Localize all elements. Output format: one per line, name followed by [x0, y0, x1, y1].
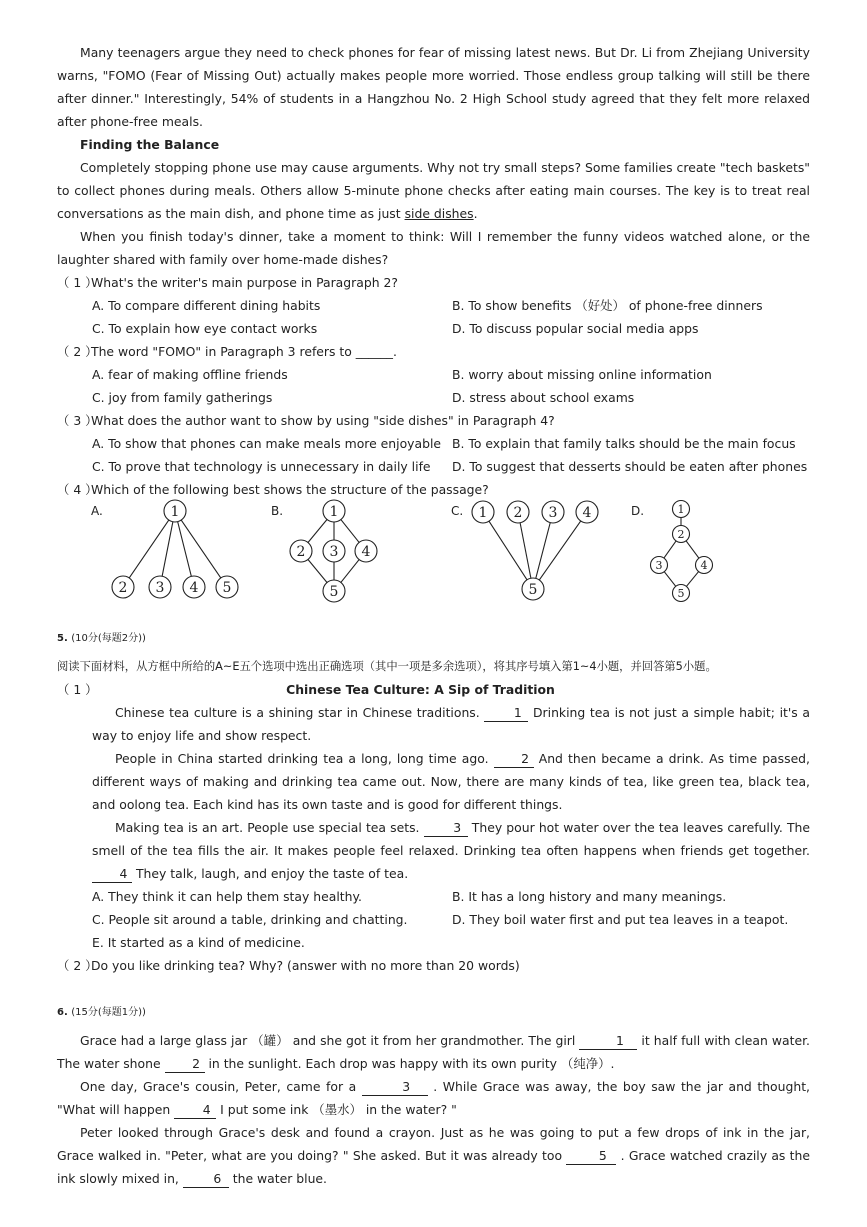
diagram-node-number: 4: [361, 544, 371, 560]
diagram-edge: [539, 521, 580, 580]
diagram-node-number: 3: [329, 544, 339, 560]
section-number: 5.: [57, 633, 68, 644]
text: They talk, laugh, and enjoy the taste of tea.: [132, 866, 409, 881]
answer-blank[interactable]: 2: [165, 1056, 205, 1073]
question-text: What's the writer's main purpose in Paragraph 2?: [91, 275, 398, 290]
question: [57, 271, 810, 294]
diagram-edge: [664, 572, 675, 587]
option[interactable]: D. To suggest that desserts should be eaten after phones: [452, 459, 808, 474]
diagram-edge: [664, 541, 676, 558]
diagram-option-label: D.: [631, 504, 645, 518]
diagram-node-number: 1: [329, 504, 339, 520]
option[interactable]: A. They think it can help them stay healthy.: [92, 889, 362, 904]
answer-blank[interactable]: 4: [92, 866, 132, 883]
option-list: [57, 363, 810, 409]
question-text: Do you like drinking tea? Why? (answer with no more than 20 words): [91, 958, 520, 973]
text: And then became a drink. As time passed, different ways of making and drinking tea came out. Now, there are many kinds of tea, like green tea, black tea, and oolong tea. Each kind has its own taste and is good for different things.: [92, 751, 810, 812]
text: .: [473, 206, 478, 221]
option-list: [57, 294, 810, 340]
text: Grace had a large glass jar （罐） and she got it from her grandmother. The girl: [80, 1033, 580, 1048]
text: Completely stopping phone use may cause arguments. Why not try small steps? Some families create "tech baskets" to collect phones during meals. Others allow 5-minute phone checks after eating main courses. The key is to treat real conversations as the main dish, and phone time as just: [57, 160, 810, 221]
answer-blank[interactable]: 6: [183, 1171, 229, 1188]
question-text: Which of the following best shows the structure of the passage?: [91, 482, 489, 497]
text: . Grace watched crazily as the ink slowly mixed in,: [57, 1148, 810, 1186]
section-heading: Finding the Balance: [80, 137, 220, 152]
diagram-node-number: 3: [655, 559, 663, 572]
text: the water blue.: [228, 1171, 327, 1186]
option-list: [57, 885, 810, 954]
question: [57, 409, 810, 432]
diagram-node-number: 4: [189, 580, 199, 596]
answer-blank[interactable]: 3: [362, 1079, 428, 1096]
option[interactable]: C. joy from family gatherings: [92, 390, 273, 405]
diagram-node-number: 3: [548, 505, 558, 521]
section-points: (10分(每题2分)): [71, 633, 146, 644]
question-number: （ 2 ）: [57, 958, 98, 973]
document-page: [57, 41, 810, 1190]
option[interactable]: C. To explain how eye contact works: [92, 321, 318, 336]
diagram-option-label: A.: [91, 504, 103, 518]
diagram-edge: [129, 520, 169, 578]
option[interactable]: A. To show that phones can make meals more enjoyable: [92, 436, 442, 451]
question-text: The word "FOMO" in Paragraph 3 refers to ______.: [91, 344, 397, 359]
text: One day, Grace's cousin, Peter, came for a: [80, 1079, 362, 1094]
section-points: (15分(每题1分)): [71, 1007, 146, 1018]
option[interactable]: A. To compare different dining habits: [92, 298, 321, 313]
text: Drinking tea is not just a simple habit; it's a way to enjoy life and show respect.: [92, 705, 811, 743]
option-list: [57, 432, 810, 478]
option[interactable]: B. It has a long history and many meanings.: [452, 889, 727, 904]
diagram-node-number: 2: [118, 580, 128, 596]
text: I put some ink （墨水） in the water? ": [216, 1102, 457, 1117]
question: [57, 678, 810, 701]
diagram-edge: [178, 522, 192, 577]
option[interactable]: B. To explain that family talks should be the main focus: [452, 436, 796, 451]
paragraph: Many teenagers argue they need to check phones for fear of missing latest news. But Dr. Li from Zhejiang University warns, "FOMO (Fear of Missing Out) actually makes people more worried. Those endless group talking will still be there after dinner." Interestingly, 54% of students in a Hangzhou No. 2 High School study agreed that they felt more relaxed after phone-free meals.: [57, 45, 810, 129]
diagram-node-number: 1: [170, 504, 180, 520]
diagram-node-number: 2: [677, 528, 685, 541]
option[interactable]: C. People sit around a table, drinking and chatting.: [92, 912, 408, 927]
answer-blank[interactable]: 4: [174, 1102, 216, 1119]
section-header: [57, 1003, 810, 1023]
passage: [57, 701, 810, 885]
answer-blank[interactable]: 1: [484, 705, 528, 722]
question: [57, 340, 810, 363]
diagram-edge: [536, 523, 550, 579]
diagram-node-number: 2: [296, 544, 306, 560]
diagram-node-number: 5: [677, 587, 685, 600]
paragraph: [57, 1121, 810, 1190]
option[interactable]: D. stress about school exams: [452, 390, 635, 405]
diagram-node-number: 3: [155, 580, 165, 596]
diagram-option-label: C.: [451, 504, 464, 518]
text: They pour hot water over the tea leaves carefully. The smell of the tea fills the air. It makes people feel relaxed. Drinking tea often happens when friends get together.: [92, 820, 810, 858]
option[interactable]: C. To prove that technology is unnecessary in daily life: [92, 459, 431, 474]
diagram-edge: [686, 541, 699, 558]
text: Making tea is an art. People use special tea sets.: [115, 820, 424, 835]
text: in the sunlight. Each drop was happy with its own purity （纯净）.: [204, 1056, 615, 1071]
diagram-node-number: 4: [582, 505, 592, 521]
answer-blank[interactable]: 5: [566, 1148, 616, 1165]
question-number: （ 1 ）: [57, 275, 98, 290]
answer-blank[interactable]: 1: [579, 1033, 637, 1050]
diagram-edge: [308, 559, 327, 582]
question: [57, 478, 810, 501]
diagram-edge: [520, 523, 531, 578]
paragraph: [92, 747, 810, 816]
paragraph: [92, 816, 810, 885]
diagram-edge: [341, 560, 359, 583]
question-number: （ 1 ）: [57, 682, 98, 697]
diagram-edge: [686, 572, 698, 587]
instructions: 阅读下面材料，从方框中所给的A~E五个选项中选出正确选项（其中一项是多余选项），将其序号填入第1~4小题，并回答第5小题。: [57, 660, 717, 673]
diagram-node-number: 1: [677, 503, 685, 516]
question-text: What does the author want to show by using "side dishes" in Paragraph 4?: [91, 413, 555, 428]
underlined-phrase: side dishes: [404, 206, 474, 221]
passage-title: Chinese Tea Culture: A Sip of Tradition: [286, 682, 555, 697]
diagram-option-label: B.: [271, 504, 284, 518]
diagram-edge: [162, 522, 173, 576]
paragraph: [57, 156, 810, 225]
paragraph: [92, 701, 810, 747]
structure-diagrams: [57, 501, 810, 611]
option[interactable]: A. fear of making offline friends: [92, 367, 288, 382]
question: [57, 954, 810, 977]
section-header: [57, 629, 810, 649]
option[interactable]: B. worry about missing online information: [452, 367, 712, 382]
diagram-node-number: 2: [513, 505, 523, 521]
option[interactable]: B. To show benefits （好处） of phone-free dinners: [452, 298, 763, 313]
diagram-node-number: 5: [222, 580, 232, 596]
diagram-node-number: 5: [528, 582, 538, 598]
question-number: （ 3 ）: [57, 413, 98, 428]
option[interactable]: D. They boil water first and put tea leaves in a teapot.: [452, 912, 789, 927]
diagram-node-number: 4: [700, 559, 708, 572]
answer-blank[interactable]: 2: [494, 751, 534, 768]
option[interactable]: D. To discuss popular social media apps: [452, 321, 699, 336]
diagram-node-number: 5: [329, 584, 339, 600]
answer-blank[interactable]: 3: [424, 820, 468, 837]
diagram-edge: [181, 520, 221, 578]
text: People in China started drinking tea a long, long time ago.: [115, 751, 494, 766]
structure-diagram-svg: [57, 501, 810, 611]
paragraph: [57, 1075, 810, 1121]
question-number: （ 4 ）: [57, 482, 98, 497]
text: Chinese tea culture is a shining star in Chinese traditions.: [115, 705, 485, 720]
diagram-edge: [308, 519, 327, 542]
diagram-edge: [341, 520, 359, 543]
text: . While Grace was away, the boy saw the jar and thought, "What will happen: [57, 1079, 810, 1117]
text: Peter looked through Grace's desk and found a crayon. Just as he was going to put a few drops of ink in the jar, Grace walked in. "Peter, what are you doing? " She asked. But it was already too: [57, 1125, 810, 1163]
text: it half full with clean water. The water shone: [57, 1033, 810, 1071]
section-number: 6.: [57, 1007, 68, 1018]
question-number: （ 2 ）: [57, 344, 98, 359]
paragraph: When you finish today's dinner, take a moment to think: Will I remember the funny videos watched alone, or the laughter shared with family over home-made dishes?: [57, 229, 810, 267]
paragraph: [57, 1029, 810, 1075]
diagram-node-number: 1: [478, 505, 488, 521]
option[interactable]: E. It started as a kind of medicine.: [92, 935, 305, 950]
